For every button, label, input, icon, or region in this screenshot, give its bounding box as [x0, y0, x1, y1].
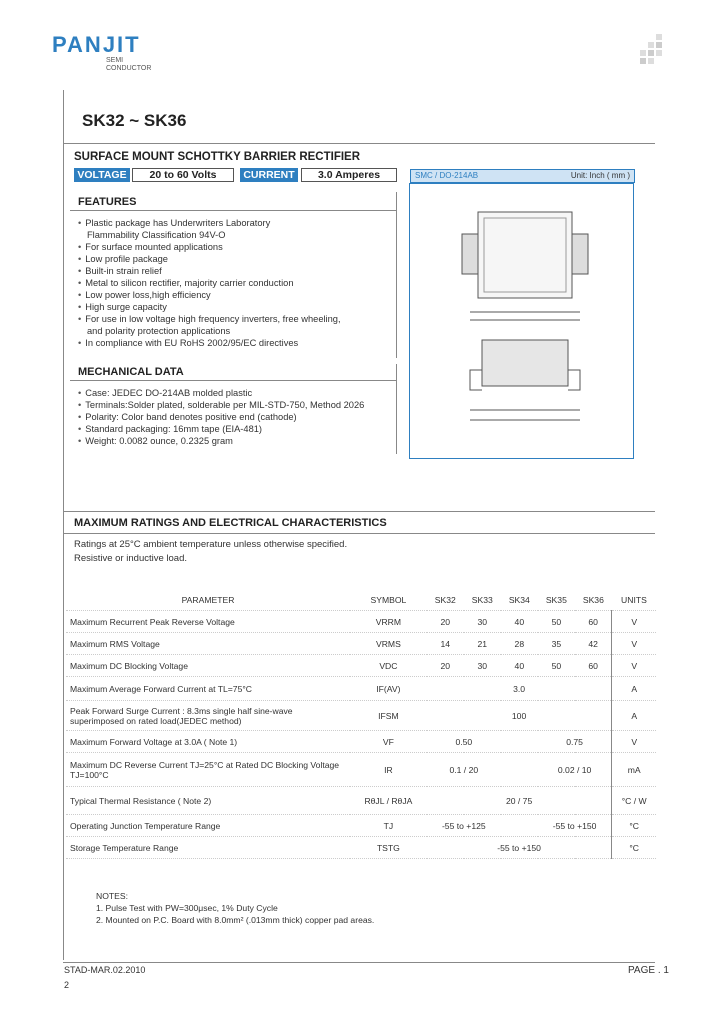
current-value: 3.0 Amperes — [301, 168, 397, 182]
value-cell: 0.75 — [566, 736, 583, 747]
list-item: • Low profile package — [78, 253, 396, 265]
symbol-cell: VF — [382, 736, 394, 747]
checker-logo-icon — [628, 34, 668, 70]
col-header: SK35 — [545, 595, 567, 605]
symbol-cell: VRRM — [375, 616, 402, 627]
unit-label: Unit: Inch ( mm ) — [570, 171, 630, 180]
param-cell: Maximum DC Reverse Current TJ=25°C at Rated DC Blocking Voltage TJ=100°C — [70, 759, 340, 780]
value-cell: 30 — [477, 660, 488, 671]
symbol-cell: IFSM — [378, 710, 399, 721]
unit-cell: V — [612, 611, 656, 633]
notes-heading: NOTES: — [96, 891, 128, 901]
part-numbers: SK32 ~ SK36 — [82, 111, 187, 130]
list-item: Flammability Classification 94V-O — [87, 230, 226, 240]
value-cell: 21 — [477, 638, 488, 649]
param-cell: Typical Thermal Resistance ( Note 2) — [70, 795, 212, 806]
unit-cell: V — [612, 655, 656, 677]
col-header: SK36 — [582, 595, 604, 605]
notes-block — [96, 890, 374, 926]
mechanical-section — [70, 364, 397, 454]
divider — [63, 511, 655, 512]
unit-cell: °C — [612, 815, 656, 837]
table-header-row — [66, 590, 656, 611]
ratings-note-1: Ratings at 25°C ambient temperature unless otherwise specified. — [74, 539, 348, 550]
col-header: UNITS — [621, 595, 647, 605]
value-cell: 14 — [440, 638, 451, 649]
value-cell: 35 — [551, 638, 562, 649]
divider — [63, 143, 655, 144]
table-row — [66, 731, 656, 753]
value-cell: 50 — [551, 660, 562, 671]
value-cell: 40 — [514, 616, 525, 627]
unit-cell: V — [612, 633, 656, 655]
table-row — [66, 787, 656, 815]
list-item: • Weight: 0.0082 ounce, 0.2325 gram — [78, 435, 396, 447]
value-cell: 3.0 — [513, 683, 526, 694]
list-item: • High surge capacity — [78, 301, 396, 313]
table-row — [66, 753, 656, 787]
value-cell: -55 to +150 — [552, 820, 597, 831]
list-item: • Polarity: Color band denotes positive end (cathode) — [78, 411, 396, 423]
unit-cell: °C / W — [612, 787, 656, 815]
table-row — [66, 611, 656, 633]
unit-cell: A — [612, 677, 656, 701]
ratings-table — [66, 590, 656, 859]
table-row — [66, 815, 656, 837]
value-cell: 0.1 / 20 — [449, 764, 479, 775]
list-item: • Terminals:Solder plated, solderable per MIL-STD-750, Method 2026 — [78, 399, 396, 411]
param-cell: Maximum DC Blocking Voltage — [70, 660, 188, 671]
revision: 2 — [64, 980, 70, 990]
symbol-cell: TSTG — [376, 842, 400, 853]
value-cell: -55 to +125 — [441, 820, 486, 831]
col-header: SK32 — [434, 595, 456, 605]
list-item: and polarity protection applications — [87, 326, 231, 336]
note-2: 2. Mounted on P.C. Board with 8.0mm² (.013mm thick) copper pad areas. — [96, 915, 375, 925]
col-header: SK33 — [471, 595, 493, 605]
table-row — [66, 701, 656, 731]
value-cell: 60 — [588, 660, 598, 671]
list-item: • Case: JEDEC DO-214AB molded plastic — [78, 387, 396, 399]
table-row — [66, 633, 656, 655]
param-cell: Storage Temperature Range — [70, 842, 179, 853]
features-heading: FEATURES — [70, 192, 396, 211]
unit-cell: °C — [612, 837, 656, 859]
list-item: • In compliance with EU RoHS 2002/95/EC directives — [78, 337, 396, 349]
mechanical-list — [70, 381, 396, 447]
table-row — [66, 677, 656, 701]
mechanical-heading: MECHANICAL DATA — [70, 364, 396, 381]
value-cell: 20 — [440, 616, 451, 627]
symbol-cell: VRMS — [375, 638, 401, 649]
value-cell: 20 / 75 — [505, 795, 533, 806]
divider — [63, 533, 655, 534]
current-label: CURRENT — [240, 168, 298, 182]
value-cell: 0.50 — [455, 736, 473, 747]
divider — [63, 962, 655, 963]
features-list — [70, 211, 396, 349]
page-number: PAGE . 1 — [628, 965, 669, 976]
features-section — [70, 192, 397, 358]
voltage-label: VOLTAGE — [74, 168, 130, 182]
list-item: • Low power loss,high efficiency — [78, 289, 396, 301]
list-item: • For surface mounted applications — [78, 241, 396, 253]
value-cell: 40 — [514, 660, 525, 671]
col-header: SK34 — [508, 595, 530, 605]
ratings-note-2: Resistive or inductive load. — [74, 553, 187, 564]
symbol-cell: TJ — [383, 820, 394, 831]
list-item: • Built-in strain relief — [78, 265, 396, 277]
value-cell: 42 — [588, 638, 598, 649]
package-label: SMC / DO-214AB — [415, 171, 479, 180]
table-row — [66, 655, 656, 677]
voltage-value: 20 to 60 Volts — [132, 168, 234, 182]
package-header — [410, 169, 635, 183]
value-cell: 100 — [511, 710, 527, 721]
list-item: • Metal to silicon rectifier, majority carrier conduction — [78, 277, 396, 289]
list-item: • Plastic package has Underwriters Laboratory — [78, 217, 396, 229]
param-cell: Peak Forward Surge Current : 8.3ms single half sine-wave superimposed on rated load(JEDEC method) — [70, 705, 293, 726]
unit-cell: A — [612, 701, 656, 731]
col-header: SYMBOL — [370, 595, 407, 605]
brand-sub-line1: SEMI — [106, 57, 124, 64]
doc-id: STAD-MAR.02.2010 — [64, 965, 146, 975]
ratings-heading: MAXIMUM RATINGS AND ELECTRICAL CHARACTERISTICS — [74, 517, 387, 529]
value-cell: 20 — [440, 660, 451, 671]
left-rule — [63, 90, 64, 960]
param-cell: Operating Junction Temperature Range — [70, 820, 221, 831]
note-1: 1. Pulse Test with PW=300μsec, 1% Duty Cycle — [96, 903, 278, 913]
value-cell: 30 — [477, 616, 488, 627]
param-cell: Maximum Average Forward Current at TL=75°C — [70, 683, 252, 694]
symbol-cell: IF(AV) — [376, 683, 401, 694]
value-cell: 60 — [588, 616, 598, 627]
list-item: • Standard packaging: 16mm tape (EIA-481) — [78, 423, 396, 435]
unit-cell: V — [612, 731, 656, 753]
value-cell: 0.02 / 10 — [557, 764, 592, 775]
table-row — [66, 837, 656, 859]
brand-sub-line2: CONDUCTOR — [106, 65, 152, 72]
package-outline-drawing — [410, 184, 633, 458]
package-drawing-panel — [409, 183, 634, 459]
value-cell: -55 to +150 — [497, 842, 541, 853]
value-cell: 50 — [551, 616, 562, 627]
symbol-cell: VDC — [379, 660, 398, 671]
col-header: PARAMETER — [181, 595, 235, 605]
param-cell: Maximum RMS Voltage — [70, 638, 160, 649]
unit-cell: mA — [612, 753, 656, 787]
symbol-cell: IR — [384, 764, 393, 775]
brand-logo: PANJIT — [52, 32, 141, 57]
brand-subtitle — [106, 57, 151, 73]
symbol-cell: RθJL / RθJA — [364, 795, 413, 806]
param-cell: Maximum Recurrent Peak Reverse Voltage — [70, 616, 235, 627]
product-title: SURFACE MOUNT SCHOTTKY BARRIER RECTIFIER — [74, 151, 361, 163]
value-cell: 28 — [514, 638, 525, 649]
param-cell: Maximum Forward Voltage at 3.0A ( Note 1) — [70, 736, 238, 747]
list-item: • For use in low voltage high frequency inverters, free wheeling, — [78, 313, 396, 325]
